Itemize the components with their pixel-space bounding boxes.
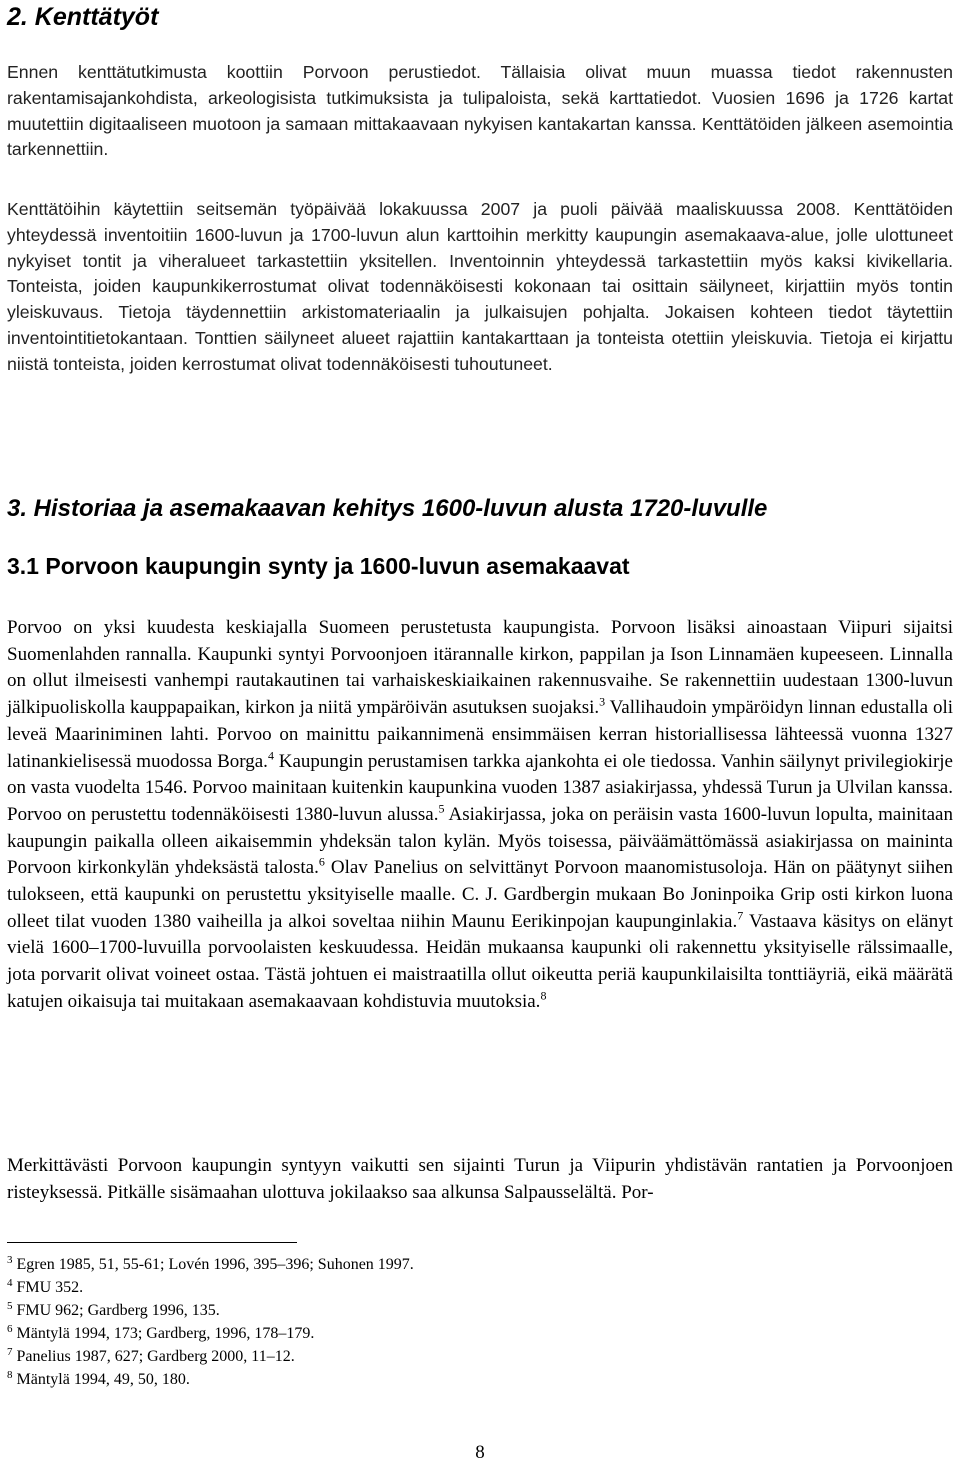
footnote-list (7, 1253, 414, 1391)
footnote-item (7, 1368, 414, 1391)
section-3-heading: 3. Historiaa ja asemakaavan kehitys 1600-luvun alusta 1720-luvulle (7, 495, 768, 522)
footnote-ref-4[interactable]: 4 (267, 748, 274, 763)
text-segment: Vastaava käsitys on elänyt vielä 1600–1700-luvuilla porvoolaisten keskuudessa. Heidän mukaansa kaupunki oli rakennettu yksityiselle rälssimaalle, jota porvarit olivat voineet ostaa. Tästä johtuen ei maistraatilla ollut oikeutta periä kaupunkilaisilta tonttiäyriä, eikä määrätä katujen oikaisuja tai muitakaan asemakaavaan kohdistuvia muutoksia. (7, 910, 953, 1012)
paragraph-location: Merkittävästi Porvoon kaupungin syntyyn vaikutti sen sijainti Turun ja Viipurin yhdistävän rantatien ja Porvoonjoen risteyksessä. Pitkälle sisämaahan ulottuva jokilaakso saa alkunsa Salpausselältä. Por- (7, 1155, 953, 1203)
text-segment: Porvoo on yksi kuudesta keskiajalla Suomeen perustetusta kaupungista. Porvoon lisäksi ainoastaan Viipuri sijaitsi Suomenlahden rannalla. Kaupunki syntyi Porvoonjoen itärannalle kirkon, pappilan ja Ison Linnamäen kupeeseen. Linnalla on ollut ilmeisesti vanhempi rautakautinen tai varhaiskeskiaikainen rakennusvaihe. Se rakennettiin uudestaan 1300-luvun jälkipuoliskolla kauppapaikan, kirkon ja niitä ympäröivän asutuksen suojaksi. (7, 617, 953, 719)
footnote-text: Mäntylä 1994, 49, 50, 180. (16, 1371, 190, 1388)
footnote-number: 6 (7, 1322, 13, 1335)
footnote-item (7, 1299, 414, 1322)
paragraph-porvoo-origin (7, 615, 953, 1016)
footnote-text: Panelius 1987, 627; Gardberg 2000, 11–12. (16, 1348, 295, 1365)
text-segment: Vallihaudoin ympäröidyn linnan edustalla oli leveä Maariniminen lahti. Porvoo on mainittu paikannimenä ensimmäisen kerran historiallisessa lähteessä vuonna 1327 latinankielisessä muodossa Borga. (7, 697, 953, 772)
footnote-ref-6[interactable]: 6 (318, 855, 325, 869)
paragraph-fieldwork: Kenttätöihin käytettiin seitsemän työpäivää lokakuussa 2007 ja puoli päivää maaliskuussa 2008. Kenttätöiden yhteydessä inventoitiin 1600-luvun ja 1700-luvun alun karttoihin merkitty kaupungin asemakaava-alue, jolle ulottuneet nykyiset tontit ja viheralueet tarkastettiin yksitellen. Inventoinnin yhteydessä tarkastettiin myös kaksi kivikellaria. Tonteista, joiden kaupunkikerrostumat olivat todennäköisesti kokonaan tai osittain säilyneet, kirjattiin myös tontin yleiskuvaus. Tietoja täydennettiin arkistomateriaalin ja julkaisujen pohjalta. Jokaisen kohteen tiedot täytettiin inventointitietokantaan. Tonttien säilyneet alueet rajattiin kantakarttaan ja tonteista otettiin yleiskuvia. Tietoja ei kirjattu niistä tonteista, joiden kerrostumat olivat todennäköisesti tuhoutuneet. (7, 199, 953, 374)
footnote-text: FMU 352. (16, 1279, 84, 1296)
footnote-ref-5[interactable]: 5 (438, 801, 445, 816)
text-segment: Kaupungin perustamisen tarkka ajankohta ei ole tiedossa. Vanhin säilynyt privilegiokirje on vasta vuodelta 1546. Porvoo mainitaan kuitenkin kaupunkina vuoden 1387 asiakirjassa, yhdessä Turun ja Ulvilan kanssa. Porvoo on perustettu todennäköisesti 1380-luvun alussa. (7, 750, 953, 825)
footnote-item (7, 1322, 414, 1345)
footnote-number: 5 (7, 1299, 13, 1312)
footnote-number: 7 (7, 1345, 13, 1358)
footnote-ref-8[interactable]: 8 (540, 988, 547, 1003)
footnote-text: FMU 962; Gardberg 1996, 135. (16, 1302, 220, 1319)
footnote-item (7, 1345, 414, 1368)
footnote-item (7, 1253, 414, 1276)
section-3-1-heading: 3.1 Porvoon kaupungin synty ja 1600-luvun asemakaavat (7, 553, 630, 579)
footnote-ref-7[interactable]: 7 (737, 908, 744, 923)
footnote-number: 3 (7, 1253, 13, 1266)
footnote-text: Mäntylä 1994, 173; Gardberg, 1996, 178–179. (16, 1325, 315, 1342)
page-number: 8 (475, 1442, 485, 1463)
text-segment: Olav Panelius on selvittänyt Porvoon maanomistusoloja. Hän on päätynyt siihen tulokseen, että kaupunki on perustettu yksityiselle maalle. C. J. Gardbergin mukaan Bo Joninpoika Grip osti kirkon luona olleet tilat vuoden 1380 vaiheilla ja alkoi soveltaa niihin Maunu Eerikinpojan kaupunginlakia. (7, 857, 953, 932)
footnote-divider (7, 1242, 297, 1243)
paragraph-basic-data: Ennen kenttätutkimusta koottiin Porvoon perustiedot. Tällaisia olivat muun muassa tiedot rakennusten rakentamisajankohdista, arkeologisista tutkimuksista ja tulipaloista, sekä karttatiedot. Vuosien 1696 ja 1726 kartat muutettiin digitaaliseen muotoon ja samaan mittakaavaan nykyisen kantakartan kanssa. Kenttätöiden jälkeen asemointia tarkennettiin. (7, 62, 953, 160)
footnote-number: 8 (7, 1368, 13, 1381)
section-2-heading: 2. Kenttätyöt (7, 3, 159, 31)
footnote-item (7, 1276, 414, 1299)
footnote-number: 4 (7, 1276, 13, 1289)
footnote-text: Egren 1985, 51, 55-61; Lovén 1996, 395–396; Suhonen 1997. (16, 1256, 414, 1273)
footnote-ref-3[interactable]: 3 (599, 694, 606, 709)
text-segment: Asiakirjassa, joka on peräisin vasta 1600-luvun lopulta, mainitaan kaupungin paikalla olleen aikaisemmin yhdeksän talon kylän. Myös toisessa, päiväämättömässä asiakirjassa on maininta Porvoon kirkonkylän yhdeksästä talosta. (7, 803, 953, 879)
